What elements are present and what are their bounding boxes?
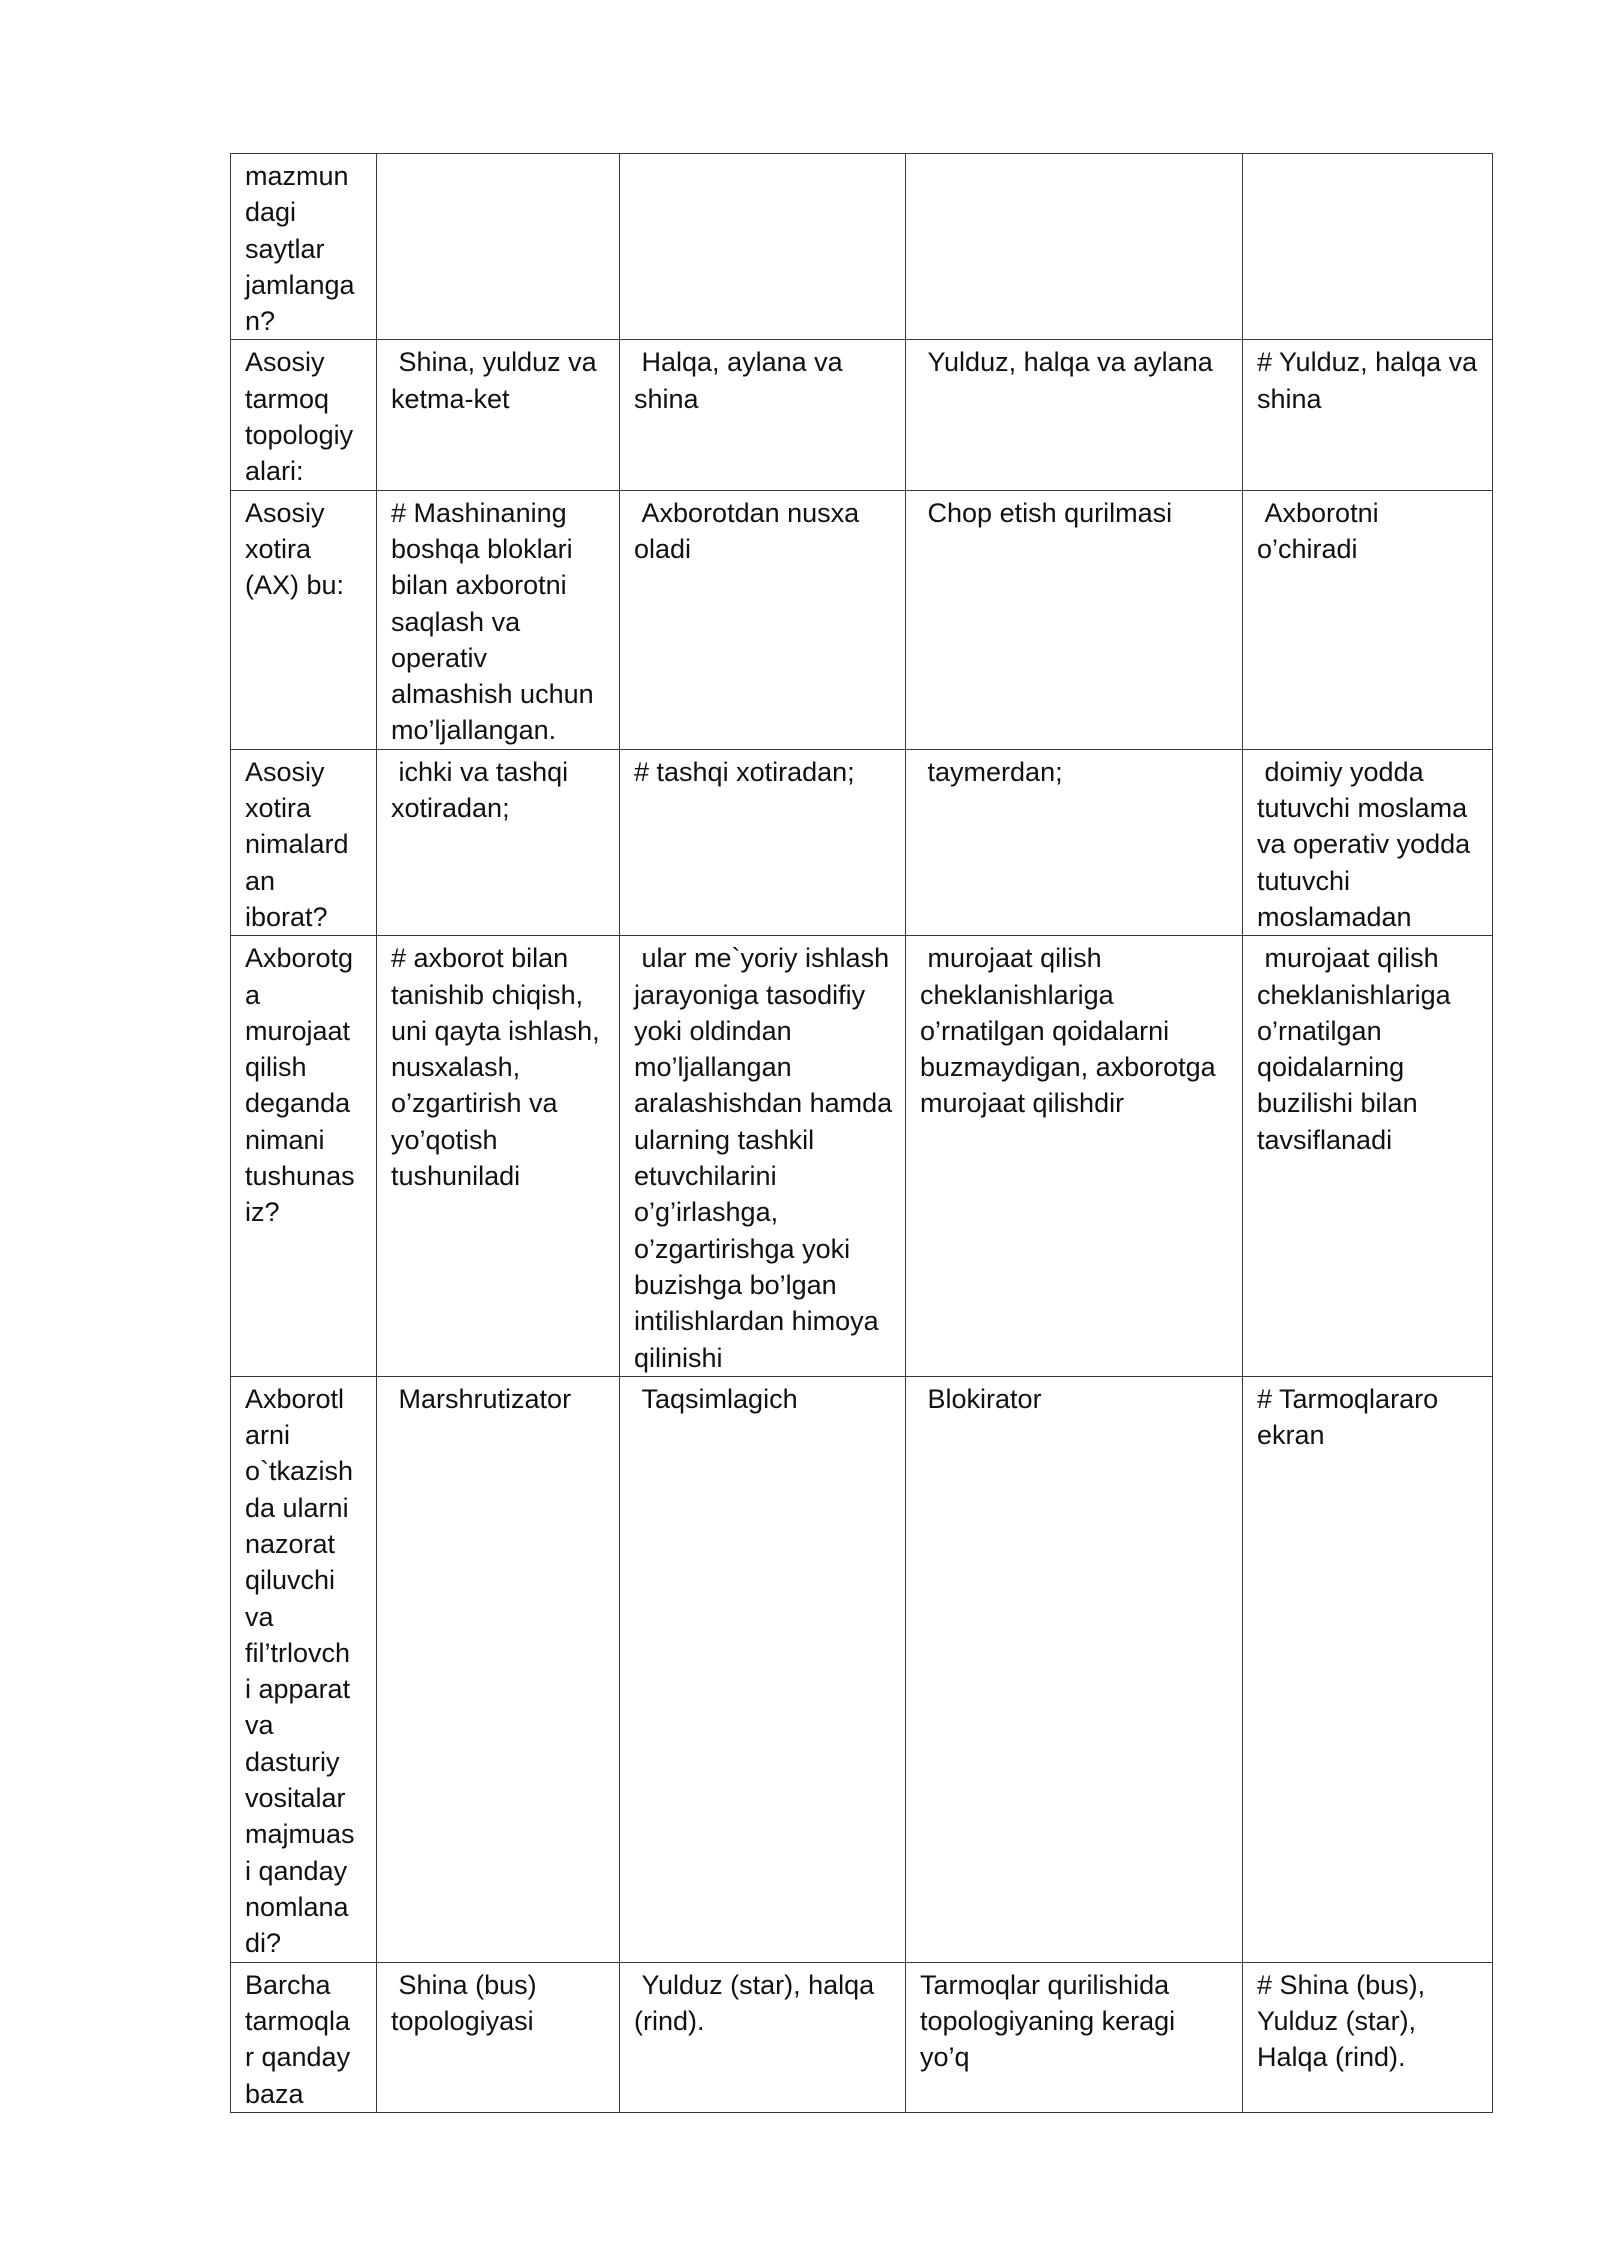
question-cell: Barcha tarmoqla r qanday baza: [231, 1962, 377, 2112]
answer-cell-b: [620, 154, 906, 340]
answer-cell-a: [377, 154, 620, 340]
answer-cell-d: # Tarmoqlararo ekran: [1243, 1376, 1493, 1962]
answer-cell-c: murojaat qilish cheklanishlariga o’rnatilgan qoidalarni buzmaydigan, axborotga murojaat qilishdir: [906, 936, 1243, 1377]
answer-cell-a: Shina, yulduz va ketma-ket: [377, 340, 620, 490]
answer-cell-a: Shina (bus) topologiyasi: [377, 1962, 620, 2112]
question-cell: Asosiy xotira (AX) bu:: [231, 490, 377, 749]
table-row: [231, 1376, 1493, 1962]
table-row: [231, 936, 1493, 1377]
answer-cell-c: [906, 154, 1243, 340]
answer-cell-d: doimiy yodda tutuvchi moslama va operativ yodda tutuvchi moslamadan: [1243, 749, 1493, 935]
answer-cell-d: murojaat qilish cheklanishlariga o’rnatilgan qoidalarning buzilishi bilan tavsiflanadi: [1243, 936, 1493, 1377]
table-row: [231, 1962, 1493, 2112]
table-row: [231, 154, 1493, 340]
table-row: [231, 749, 1493, 935]
question-cell: Asosiy tarmoq topologiy alari:: [231, 340, 377, 490]
question-cell: Asosiy xotira nimalard an iborat?: [231, 749, 377, 935]
answer-cell-a: # axborot bilan tanishib chiqish, uni qayta ishlash, nusxalash, o’zgartirish va yo’qotish tushuniladi: [377, 936, 620, 1377]
answer-cell-d: Axborotni o’chiradi: [1243, 490, 1493, 749]
answer-cell-a: ichki va tashqi xotiradan;: [377, 749, 620, 935]
answer-cell-b: Halqa, aylana va shina: [620, 340, 906, 490]
answer-cell-c: Blokirator: [906, 1376, 1243, 1962]
table-row: [231, 490, 1493, 749]
answer-cell-a: Marshrutizator: [377, 1376, 620, 1962]
quiz-table: [230, 153, 1493, 2113]
answer-cell-c: Tarmoqlar qurilishida topologiyaning keragi yo’q: [906, 1962, 1243, 2112]
answer-cell-d: [1243, 154, 1493, 340]
answer-cell-b: Taqsimlagich: [620, 1376, 906, 1962]
answer-cell-d: # Yulduz, halqa va shina: [1243, 340, 1493, 490]
answer-cell-d: # Shina (bus), Yulduz (star), Halqa (rind).: [1243, 1962, 1493, 2112]
question-cell: Axborotl arni o`tkazish da ularni nazorat qiluvchi va fil’trlovch i apparat va dasturiy vositalar majmuas i qanday nomlana di?: [231, 1376, 377, 1962]
answer-cell-b: Axborotdan nusxa oladi: [620, 490, 906, 749]
table-row: [231, 340, 1493, 490]
answer-cell-c: Yulduz, halqa va aylana: [906, 340, 1243, 490]
answer-cell-a: # Mashinaning boshqa bloklari bilan axborotni saqlash va operativ almashish uchun mo’ljallangan.: [377, 490, 620, 749]
answer-cell-b: # tashqi xotiradan;: [620, 749, 906, 935]
answer-cell-b: Yulduz (star), halqa (rind).: [620, 1962, 906, 2112]
answer-cell-c: Chop etish qurilmasi: [906, 490, 1243, 749]
answer-cell-b: ular me`yoriy ishlash jarayoniga tasodifiy yoki oldindan mo’ljallangan aralashishdan hamda ularning tashkil etuvchilarini o’g’irlashga, o’zgartirishga yoki buzishga bo’lgan intilishlardan himoya qilinishi: [620, 936, 906, 1377]
question-cell: Axborotg a murojaat qilish deganda nimani tushunas iz?: [231, 936, 377, 1377]
answer-cell-c: taymerdan;: [906, 749, 1243, 935]
question-cell: mazmun dagi saytlar jamlanga n?: [231, 154, 377, 340]
